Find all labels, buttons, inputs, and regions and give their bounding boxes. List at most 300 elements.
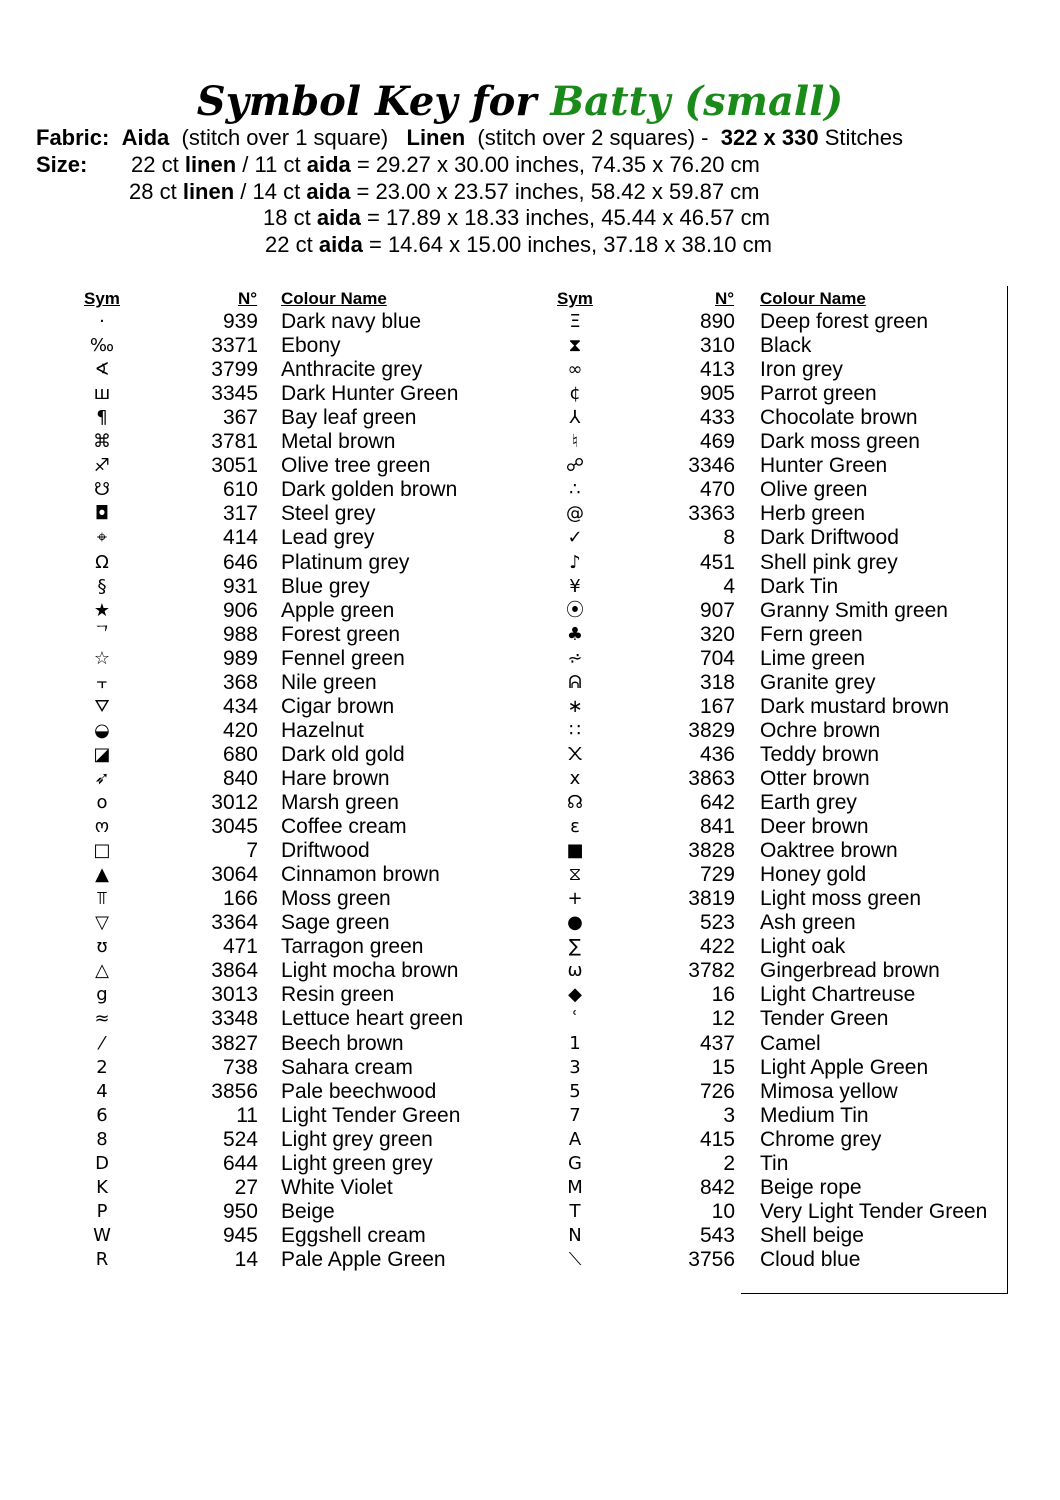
colour-name: Hazelnut bbox=[281, 718, 364, 742]
colour-name: Pale beechwood bbox=[281, 1079, 437, 1103]
symbol-glyph: § bbox=[97, 575, 107, 597]
thread-number: 433 bbox=[699, 406, 735, 430]
symbol-glyph: R bbox=[95, 1248, 109, 1270]
symbol-glyph: ➶ bbox=[94, 767, 110, 789]
table-row bbox=[0, 695, 1060, 719]
thread-number: 3045 bbox=[211, 815, 258, 839]
colour-name: Olive green bbox=[760, 478, 868, 502]
fabric-label: Fabric: bbox=[36, 125, 110, 150]
thread-number: 3051 bbox=[211, 454, 258, 478]
table-row bbox=[0, 743, 1060, 767]
symbol-glyph: N bbox=[568, 1224, 582, 1246]
symbol-glyph: ⧗ bbox=[568, 335, 582, 357]
symbol-glyph: ◆ bbox=[568, 984, 582, 1006]
thread-number: 3864 bbox=[211, 959, 258, 983]
colour-name: Chocolate brown bbox=[760, 406, 918, 430]
colour-name: Resin green bbox=[281, 983, 395, 1007]
symbol-glyph: ω bbox=[567, 960, 583, 982]
colour-name: Sage green bbox=[281, 911, 390, 935]
thread-number: 3799 bbox=[211, 358, 258, 382]
thread-number: 3012 bbox=[211, 791, 258, 814]
symbol-glyph: ш bbox=[93, 383, 111, 405]
symbol-glyph: ‰ bbox=[89, 335, 115, 357]
thread-number: 3827 bbox=[211, 1031, 258, 1055]
table-row bbox=[0, 767, 1060, 791]
thread-number: 841 bbox=[699, 815, 735, 839]
symbol-glyph: 8 bbox=[96, 1128, 108, 1150]
symbol-glyph: 6 bbox=[96, 1104, 108, 1126]
size-mid: / 14 ct bbox=[240, 179, 301, 204]
size-fabric: aida bbox=[318, 232, 363, 257]
table-row bbox=[0, 1056, 1060, 1080]
thread-number: 3 bbox=[723, 1103, 735, 1127]
table-row bbox=[0, 935, 1060, 959]
symbol-glyph: ¥ bbox=[569, 575, 581, 597]
colour-name: Sahara cream bbox=[281, 1055, 413, 1079]
symbol-glyph: 5 bbox=[569, 1080, 581, 1102]
fabric-line bbox=[36, 125, 903, 151]
size-line-3 bbox=[263, 205, 770, 231]
thread-number: 3364 bbox=[211, 911, 258, 935]
thread-number: 950 bbox=[222, 1199, 258, 1223]
thread-number: 415 bbox=[699, 1127, 735, 1151]
fabric-linen: Linen bbox=[406, 125, 466, 150]
symbol-glyph: ᙭ bbox=[567, 743, 583, 765]
symbol-glyph: ∴ bbox=[569, 479, 581, 501]
header-name-left: Colour Name bbox=[281, 289, 387, 308]
thread-number: 610 bbox=[222, 478, 258, 502]
symbol-glyph: ⩫ bbox=[567, 647, 583, 669]
symbol-glyph: P bbox=[96, 1200, 108, 1222]
symbol-glyph: ɛ bbox=[570, 816, 580, 838]
symbol-glyph: M bbox=[567, 1176, 583, 1198]
size-dims: = 17.89 x 18.33 inches, 45.44 x 46.57 cm bbox=[366, 205, 770, 230]
thread-number: 3828 bbox=[688, 839, 735, 863]
colour-name: Nile green bbox=[281, 670, 377, 694]
table-row bbox=[0, 911, 1060, 935]
symbol-glyph: T bbox=[569, 1200, 581, 1222]
thread-number: 738 bbox=[222, 1055, 258, 1079]
title-prefix: Symbol Key for bbox=[196, 78, 537, 125]
thread-number: 422 bbox=[699, 935, 735, 959]
thread-number: 15 bbox=[711, 1055, 735, 1079]
thread-number: 3013 bbox=[211, 983, 258, 1007]
table-row bbox=[0, 887, 1060, 911]
thread-number: 3863 bbox=[688, 766, 735, 790]
header-sym-right: Sym bbox=[557, 289, 593, 308]
symbol-glyph: ⦿ bbox=[566, 599, 584, 621]
colour-name: Light Chartreuse bbox=[760, 983, 916, 1007]
colour-name: Lime green bbox=[760, 646, 866, 670]
fabric-linen-note: (stitch over 2 squares) - bbox=[477, 125, 709, 150]
thread-number: 524 bbox=[222, 1127, 258, 1151]
thread-number: 3782 bbox=[688, 959, 735, 983]
colour-name: Metal brown bbox=[281, 430, 396, 454]
thread-number: 945 bbox=[222, 1223, 258, 1247]
colour-name: Dark golden brown bbox=[281, 478, 458, 502]
size-fabric-2: aida bbox=[306, 152, 351, 177]
thread-number: 317 bbox=[222, 502, 258, 526]
thread-number: 680 bbox=[222, 742, 258, 766]
thread-number: 420 bbox=[222, 718, 258, 742]
colour-name: Olive tree green bbox=[281, 454, 431, 478]
symbol-glyph: 3 bbox=[569, 1056, 581, 1078]
symbol-glyph: ʿ bbox=[572, 1008, 578, 1030]
table-row bbox=[0, 478, 1060, 502]
symbol-glyph: ▽ bbox=[95, 912, 109, 934]
thread-number: 4 bbox=[723, 574, 735, 598]
thread-number: 436 bbox=[699, 742, 735, 766]
table-row bbox=[0, 623, 1060, 647]
header-num-left: N° bbox=[238, 289, 258, 308]
symbol-glyph: D bbox=[95, 1152, 109, 1174]
thread-number: 642 bbox=[699, 791, 735, 814]
symbol-glyph: ■ bbox=[566, 840, 584, 862]
colour-name: Tarragon green bbox=[281, 935, 424, 959]
fabric-aida: Aida bbox=[121, 125, 170, 150]
colour-name: Camel bbox=[760, 1031, 821, 1055]
symbol-glyph: ● bbox=[567, 912, 583, 934]
colour-name: Forest green bbox=[281, 622, 401, 646]
colour-name: Beige bbox=[281, 1199, 335, 1223]
table-row bbox=[0, 1128, 1060, 1152]
colour-name: Hare brown bbox=[281, 766, 390, 790]
table-row bbox=[0, 526, 1060, 550]
thread-number: 704 bbox=[699, 646, 735, 670]
table-border-right bbox=[1007, 286, 1008, 1294]
thread-number: 7 bbox=[246, 839, 258, 863]
size-dims: = 14.64 x 15.00 inches, 37.18 x 38.10 cm bbox=[368, 232, 772, 257]
symbol-glyph: ☆ bbox=[93, 647, 111, 669]
symbol-glyph: □ bbox=[93, 840, 111, 862]
table-row bbox=[0, 382, 1060, 406]
colour-name: Honey gold bbox=[760, 863, 867, 887]
size-label bbox=[36, 152, 87, 178]
colour-name: Granite grey bbox=[760, 670, 876, 694]
colour-name: Bay leaf green bbox=[281, 406, 417, 430]
symbol-glyph: ⛛ bbox=[94, 695, 110, 717]
symbol-glyph: ¢ bbox=[569, 383, 581, 405]
thread-number: 907 bbox=[699, 598, 735, 622]
table-row bbox=[0, 334, 1060, 358]
table-row bbox=[0, 1007, 1060, 1031]
size-line-2 bbox=[129, 179, 760, 205]
colour-name: Cinnamon brown bbox=[281, 863, 440, 887]
table-row bbox=[0, 358, 1060, 382]
colour-name: Light Apple Green bbox=[760, 1055, 929, 1079]
stitch-count: 322 x 330 bbox=[720, 125, 819, 150]
thread-number: 988 bbox=[222, 622, 258, 646]
thread-number: 3363 bbox=[688, 502, 735, 526]
size-pre: 22 ct bbox=[265, 232, 313, 257]
table-row bbox=[0, 959, 1060, 983]
thread-number: 3781 bbox=[211, 430, 258, 454]
symbol-glyph: ᕱ bbox=[568, 671, 582, 693]
colour-name: Mimosa yellow bbox=[760, 1079, 898, 1103]
thread-number: 12 bbox=[711, 1007, 735, 1031]
thread-number: 471 bbox=[222, 935, 258, 959]
colour-name: Chrome grey bbox=[760, 1127, 882, 1151]
colour-name: White Violet bbox=[281, 1175, 393, 1199]
size-label-text: Size: bbox=[36, 152, 88, 177]
colour-name: Medium Tin bbox=[760, 1103, 869, 1127]
table-row bbox=[0, 1032, 1060, 1056]
colour-name: Otter brown bbox=[760, 766, 870, 790]
table-row bbox=[0, 406, 1060, 430]
thread-number: 16 bbox=[711, 983, 735, 1007]
thread-number: 470 bbox=[699, 478, 735, 502]
colour-name: Apple green bbox=[281, 598, 395, 622]
thread-number: 469 bbox=[699, 430, 735, 454]
thread-number: 646 bbox=[222, 550, 258, 574]
colour-name: Hunter Green bbox=[760, 454, 888, 478]
table-row bbox=[0, 671, 1060, 695]
thread-number: 14 bbox=[234, 1247, 258, 1271]
colour-name: Eggshell cream bbox=[281, 1223, 426, 1247]
symbol-glyph: ⅄ bbox=[569, 407, 581, 429]
colour-name: Lead grey bbox=[281, 526, 375, 550]
thread-number: 726 bbox=[699, 1079, 735, 1103]
thread-number: 906 bbox=[222, 598, 258, 622]
symbol-glyph: + bbox=[567, 888, 583, 910]
colour-name: Beech brown bbox=[281, 1031, 404, 1055]
colour-name: Teddy brown bbox=[760, 742, 880, 766]
header-name-right: Colour Name bbox=[760, 289, 866, 308]
colour-name: Black bbox=[760, 334, 812, 358]
colour-name: Very Light Tender Green bbox=[760, 1199, 988, 1223]
colour-name: Gingerbread brown bbox=[760, 959, 940, 983]
size-dims: = 29.27 x 30.00 inches, 74.35 x 76.20 cm bbox=[356, 152, 760, 177]
thread-number: 2 bbox=[723, 1151, 735, 1175]
size-fabric: linen bbox=[184, 152, 237, 177]
symbol-glyph: △ bbox=[95, 960, 109, 982]
size-fabric: linen bbox=[182, 179, 235, 204]
symbol-glyph: ☍ bbox=[565, 455, 585, 477]
symbol-glyph: ♪ bbox=[569, 551, 581, 573]
colour-name: Tin bbox=[760, 1151, 789, 1175]
colour-name: Fennel green bbox=[281, 646, 405, 670]
thread-number: 842 bbox=[699, 1175, 735, 1199]
colour-name: Coffee cream bbox=[281, 815, 407, 839]
colour-name: Shell pink grey bbox=[760, 550, 898, 574]
table-row bbox=[0, 454, 1060, 478]
symbol-glyph: G bbox=[568, 1152, 582, 1174]
symbol-glyph: g bbox=[96, 984, 108, 1006]
thread-number: 27 bbox=[234, 1175, 258, 1199]
symbol-glyph: ⧖ bbox=[568, 864, 582, 886]
thread-number: 437 bbox=[699, 1031, 735, 1055]
colour-name: Anthracite grey bbox=[281, 358, 423, 382]
colour-name: Herb green bbox=[760, 502, 866, 526]
thread-number: 166 bbox=[222, 887, 258, 911]
thread-number: 451 bbox=[699, 550, 735, 574]
thread-number: 931 bbox=[222, 574, 258, 598]
thread-number: 434 bbox=[222, 694, 258, 718]
table-row bbox=[0, 430, 1060, 454]
thread-number: 3819 bbox=[688, 887, 735, 911]
symbol-glyph: ◒ bbox=[94, 719, 110, 741]
header-num-right: N° bbox=[715, 289, 735, 308]
colour-name: Dark Driftwood bbox=[760, 526, 899, 550]
symbol-glyph: W bbox=[93, 1224, 111, 1246]
symbol-glyph: ო bbox=[94, 816, 110, 838]
symbol-glyph: Ξ bbox=[569, 311, 581, 332]
table-row bbox=[0, 1152, 1060, 1176]
table-row bbox=[0, 647, 1060, 671]
symbol-glyph: ∢ bbox=[94, 359, 110, 381]
thread-number: 414 bbox=[222, 526, 258, 550]
symbol-glyph: ⫪ bbox=[96, 888, 108, 910]
colour-name: Light grey green bbox=[281, 1127, 433, 1151]
size-pre: 22 ct bbox=[131, 152, 179, 177]
symbol-glyph: ▲ bbox=[95, 864, 109, 886]
symbol-glyph: ★ bbox=[93, 599, 111, 621]
symbol-glyph: Ω bbox=[95, 551, 109, 573]
thread-number: 3346 bbox=[688, 454, 735, 478]
thread-number: 10 bbox=[711, 1199, 735, 1223]
thread-number: 367 bbox=[222, 406, 258, 430]
thread-number: 320 bbox=[699, 622, 735, 646]
symbol-glyph: ◘ bbox=[94, 503, 110, 525]
symbol-glyph: ✓ bbox=[567, 527, 583, 549]
thread-number: 890 bbox=[699, 310, 735, 333]
thread-number: 167 bbox=[699, 694, 735, 718]
symbol-glyph: 4 bbox=[96, 1080, 108, 1102]
colour-name: Granny Smith green bbox=[760, 598, 948, 622]
thread-number: 310 bbox=[699, 334, 735, 358]
symbol-glyph: ⌖ bbox=[96, 527, 108, 549]
symbol-glyph: ☋ bbox=[94, 479, 110, 501]
thread-number: 3856 bbox=[211, 1079, 258, 1103]
symbol-glyph: ∗ bbox=[567, 695, 583, 717]
table-row bbox=[0, 863, 1060, 887]
colour-name: Light green grey bbox=[281, 1151, 433, 1175]
colour-name: Earth grey bbox=[760, 791, 857, 814]
colour-name: Light moss green bbox=[760, 887, 922, 911]
table-row bbox=[0, 575, 1060, 599]
colour-name: Cloud blue bbox=[760, 1247, 861, 1271]
colour-name: Dark mustard brown bbox=[760, 694, 950, 718]
thread-number: 11 bbox=[236, 1103, 258, 1127]
table-row bbox=[0, 1248, 1060, 1272]
size-mid: / 11 ct bbox=[242, 152, 301, 177]
symbol-glyph: ⫟ bbox=[96, 671, 108, 693]
colour-name: Ebony bbox=[281, 334, 341, 358]
colour-name: Lettuce heart green bbox=[281, 1007, 464, 1031]
colour-name: Dark Hunter Green bbox=[281, 382, 459, 406]
symbol-glyph: ∷ bbox=[569, 719, 581, 741]
thread-number: 413 bbox=[699, 358, 735, 382]
symbol-glyph: A bbox=[568, 1128, 582, 1150]
colour-name: Deep forest green bbox=[760, 310, 929, 333]
thread-number: 644 bbox=[222, 1151, 258, 1175]
thread-number: 3829 bbox=[688, 718, 735, 742]
symbol-glyph: ⌘ bbox=[93, 431, 111, 453]
symbol-glyph: 7 bbox=[569, 1104, 581, 1126]
fabric-aida-note: (stitch over 1 square) bbox=[181, 125, 389, 150]
table-row bbox=[0, 310, 1060, 334]
thread-number: 3348 bbox=[211, 1007, 258, 1031]
thread-number: 729 bbox=[699, 863, 735, 887]
size-pre: 18 ct bbox=[263, 205, 311, 230]
size-pre: 28 ct bbox=[129, 179, 177, 204]
colour-name: Shell beige bbox=[760, 1223, 864, 1247]
colour-name: Fern green bbox=[760, 622, 863, 646]
table-row bbox=[0, 983, 1060, 1007]
colour-name: Deer brown bbox=[760, 815, 869, 839]
symbol-glyph: 1 bbox=[569, 1032, 581, 1054]
colour-name: Driftwood bbox=[281, 839, 370, 863]
colour-name: Pale Apple Green bbox=[281, 1247, 446, 1271]
thread-number: 989 bbox=[222, 646, 258, 670]
table-border-bottom bbox=[741, 1293, 1008, 1294]
size-fabric-2: aida bbox=[306, 179, 351, 204]
symbol-glyph: ♮ bbox=[571, 431, 579, 453]
pattern-name: Batty (small) bbox=[550, 78, 844, 125]
colour-name: Ochre brown bbox=[760, 718, 881, 742]
colour-name: Parrot green bbox=[760, 382, 877, 406]
symbol-glyph: 2 bbox=[96, 1056, 108, 1078]
colour-name: Blue grey bbox=[281, 574, 370, 598]
colour-name: Platinum grey bbox=[281, 550, 410, 574]
symbol-glyph: @ bbox=[566, 503, 584, 525]
thread-number: 840 bbox=[222, 766, 258, 790]
colour-name: Dark moss green bbox=[760, 430, 920, 454]
table-row bbox=[0, 1080, 1060, 1104]
symbol-glyph: · bbox=[99, 311, 105, 332]
symbol-glyph: ⁄ bbox=[100, 1032, 104, 1054]
colour-name: Light mocha brown bbox=[281, 959, 459, 983]
thread-number: 3345 bbox=[211, 382, 258, 406]
colour-name: Moss green bbox=[281, 887, 391, 911]
symbol-glyph: x bbox=[569, 767, 581, 789]
symbol-glyph: ¶ bbox=[96, 407, 108, 429]
table-row bbox=[0, 1104, 1060, 1128]
symbol-glyph: ∑ bbox=[568, 936, 582, 958]
colour-name: Dark Tin bbox=[760, 574, 839, 598]
colour-name: Cigar brown bbox=[281, 694, 395, 718]
thread-number: 905 bbox=[699, 382, 735, 406]
size-line-4 bbox=[265, 232, 772, 258]
symbol-glyph: K bbox=[96, 1176, 108, 1198]
size-fabric: aida bbox=[316, 205, 361, 230]
colour-name: Dark old gold bbox=[281, 742, 405, 766]
table-row bbox=[0, 551, 1060, 575]
symbol-glyph: ♐ bbox=[93, 455, 111, 477]
symbol-glyph: ⟍ bbox=[568, 1248, 582, 1270]
page-title bbox=[0, 76, 1040, 128]
symbol-glyph: ᄀ bbox=[93, 623, 111, 645]
thread-number: 368 bbox=[222, 670, 258, 694]
table-row bbox=[0, 1176, 1060, 1200]
thread-number: 318 bbox=[699, 670, 735, 694]
table-row bbox=[0, 599, 1060, 623]
size-line-1 bbox=[131, 152, 760, 178]
colour-name: Oaktree brown bbox=[760, 839, 898, 863]
symbol-glyph: ☊ bbox=[567, 792, 583, 813]
symbol-glyph: ◪ bbox=[93, 743, 111, 765]
symbol-glyph: o bbox=[96, 792, 108, 813]
table-row bbox=[0, 502, 1060, 526]
thread-number: 543 bbox=[699, 1223, 735, 1247]
table-row bbox=[0, 815, 1060, 839]
table-row bbox=[0, 839, 1060, 863]
thread-number: 8 bbox=[723, 526, 735, 550]
thread-number: 939 bbox=[222, 310, 258, 333]
symbol-glyph: ʊ bbox=[96, 936, 108, 958]
colour-name: Beige rope bbox=[760, 1175, 862, 1199]
colour-name: Iron grey bbox=[760, 358, 843, 382]
